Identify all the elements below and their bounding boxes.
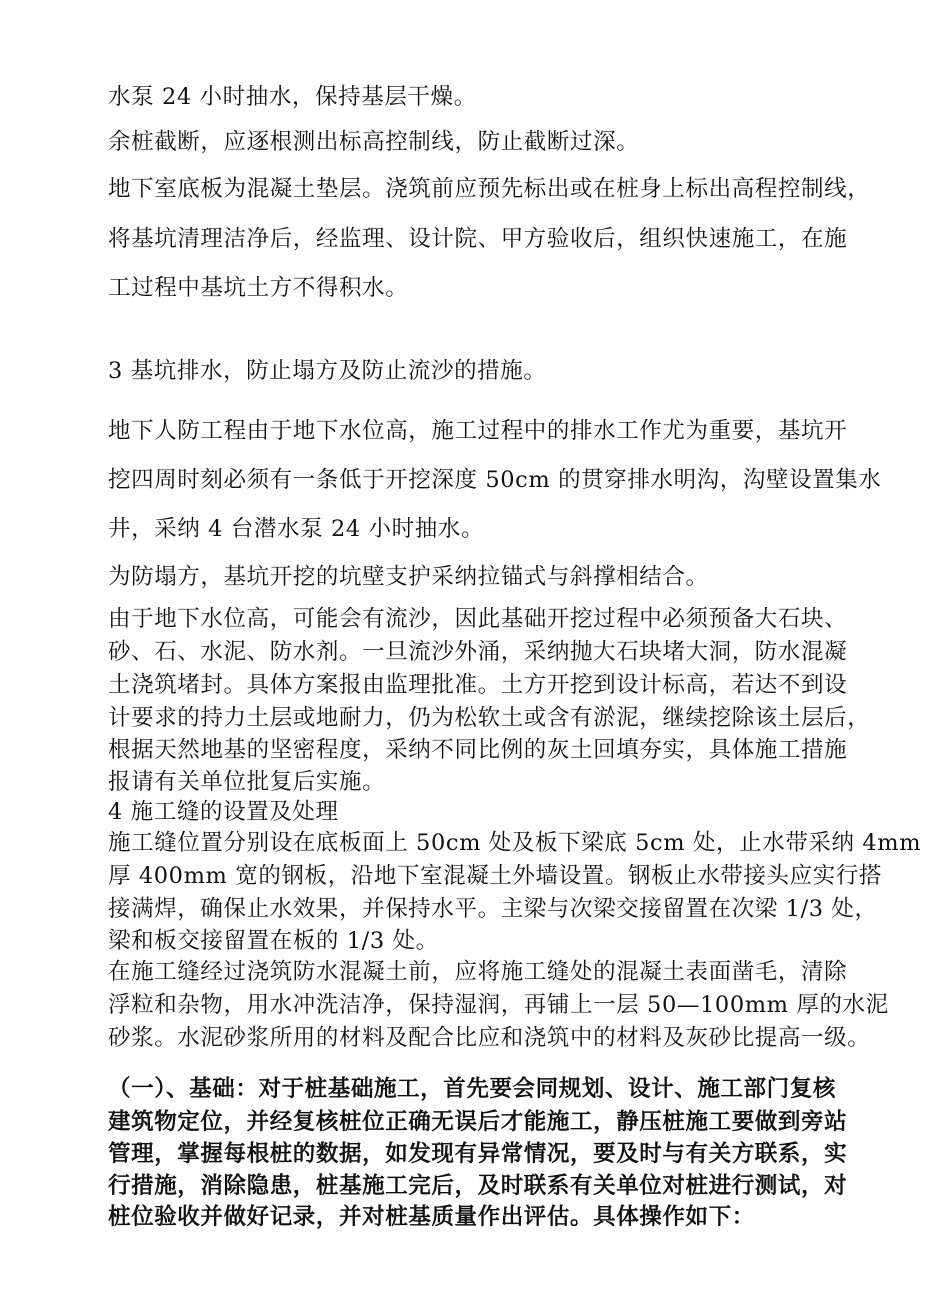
text-line: 土浇筑堵封。具体方案报由监理批准。土方开挖到设计标高，若达不到设 bbox=[108, 672, 848, 698]
text-line: 计要求的持力土层或地耐力，仍为松软土或含有淤泥，继续挖除该土层后， bbox=[108, 705, 871, 731]
text-line: 砂浆。水泥砂浆所用的材料及配合比应和浇筑中的材料及灰砂比提高一级。 bbox=[108, 1025, 871, 1051]
text-line: 砂、石、水泥、防水剂。一旦流沙外涌，采纳抛大石块堵大洞，防水混凝 bbox=[108, 639, 848, 665]
text-line: 工过程中基坑土方不得积水。 bbox=[108, 275, 409, 301]
text-line: 厚 400mm 宽的钢板，沿地下室混凝土外墙设置。钢板止水带接头应实行搭 bbox=[108, 863, 883, 889]
text-line: 梁和板交接留置在板的 1/3 处。 bbox=[108, 928, 439, 954]
text-line: 地下室底板为混凝土垫层。浇筑前应预先标出或在桩身上标出高程控制线， bbox=[108, 176, 871, 202]
text-line: 浮粒和杂物，用水冲洗洁净，保持湿润，再铺上一层 50—100mm 厚的水泥 bbox=[108, 992, 889, 1018]
section-heading: 3 基坑排水，防止塌方及防止流沙的措施。 bbox=[108, 358, 547, 384]
section-heading: 4 施工缝的设置及处理 bbox=[108, 799, 339, 825]
text-line: 将基坑清理洁净后，经监理、设计院、甲方验收后，组织快速施工，在施 bbox=[108, 226, 848, 252]
text-line: （一）、基础：对于桩基础施工，首先要会同规划、设计、施工部门复核 bbox=[108, 1076, 836, 1102]
text-line: 在施工缝经过浇筑防水混凝土前，应将施工缝处的混凝土表面凿毛，清除 bbox=[108, 959, 848, 985]
text-line: 管理，掌握每根桩的数据，如发现有异常情况，要及时与有关方联系，实 bbox=[108, 1141, 848, 1167]
text-line: 水泵 24 小时抽水，保持基层干燥。 bbox=[108, 84, 477, 110]
text-line: 建筑物定位，并经复核桩位正确无误后才能施工，静压桩施工要做到旁站 bbox=[108, 1109, 848, 1135]
text-line: 施工缝位置分别设在底板面上 50cm 处及板下梁底 5cm 处，止水带采纳 4mm bbox=[108, 830, 922, 856]
text-line: 挖四周时刻必须有一条低于开挖深度 50cm 的贯穿排水明沟，沟壁设置集水 bbox=[108, 467, 882, 493]
text-line: 接满焊，确保止水效果，并保持水平。主梁与次梁交接留置在次梁 1/3 处， bbox=[108, 896, 878, 922]
text-line: 井，采纳 4 台潜水泵 24 小时抽水。 bbox=[108, 516, 485, 542]
text-line: 根据天然地基的坚密程度，采纳不同比例的灰土回填夯实，具体施工措施 bbox=[108, 737, 848, 763]
text-line: 由于地下水位高，可能会有流沙，因此基础开挖过程中必须预备大石块、 bbox=[108, 606, 848, 632]
text-line: 报请有关单位批复后实施。 bbox=[108, 769, 386, 795]
text-line: 行措施，消除隐患，桩基施工完后，及时联系有关单位对桩进行测试，对 bbox=[108, 1173, 848, 1199]
text-line: 地下人防工程由于地下水位高，施工过程中的排水工作尤为重要，基坑开 bbox=[108, 418, 848, 444]
text-line: 桩位验收并做好记录，并对桩基质量作出评估。具体操作如下： bbox=[108, 1204, 755, 1230]
text-line: 为防塌方，基坑开挖的坑壁支护采纳拉锚式与斜撑相结合。 bbox=[108, 564, 709, 590]
text-line: 余桩截断，应逐根测出标高控制线，防止截断过深。 bbox=[108, 129, 640, 155]
